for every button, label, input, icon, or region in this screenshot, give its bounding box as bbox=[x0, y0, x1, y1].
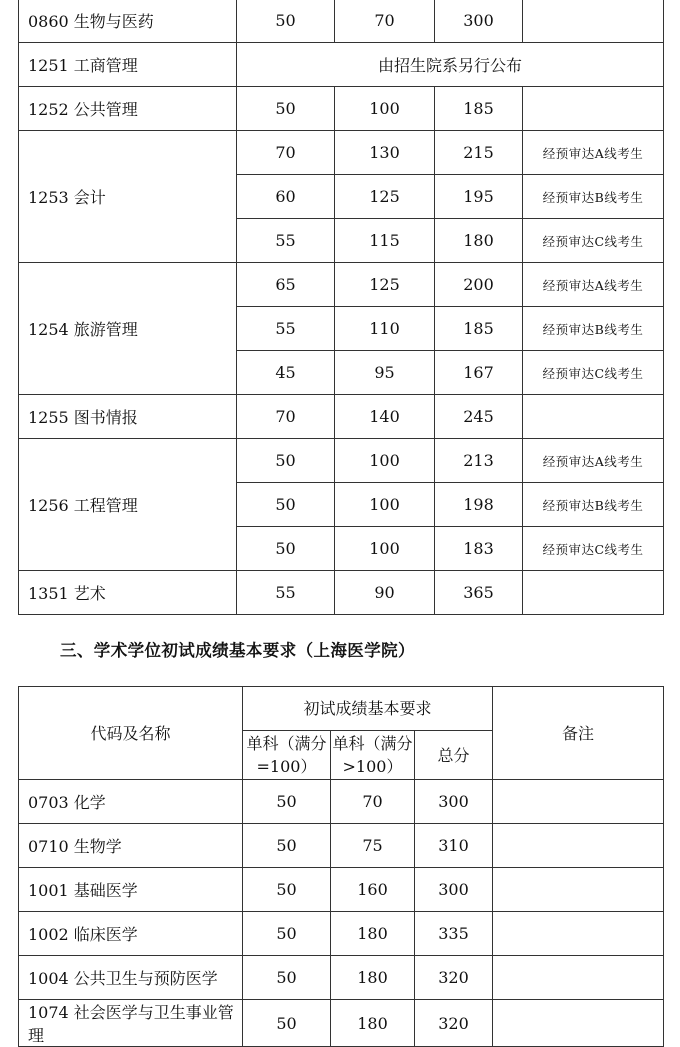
single-subject-gt100: 75 bbox=[331, 824, 415, 868]
single-subject-100: 70 bbox=[237, 395, 335, 439]
remark: 经预审达B线考生 bbox=[523, 175, 664, 219]
section-title: 三、学术学位初试成绩基本要求（上海医学院） bbox=[60, 641, 415, 660]
total-score: 215 bbox=[435, 131, 523, 175]
total-score: 180 bbox=[435, 219, 523, 263]
single-subject-100: 45 bbox=[237, 351, 335, 395]
single-subject-gt100: 70 bbox=[331, 780, 415, 824]
remark bbox=[523, 571, 664, 615]
remark bbox=[523, 0, 664, 43]
program-name: 1351 艺术 bbox=[19, 571, 237, 615]
total-score: 300 bbox=[415, 868, 493, 912]
table-row bbox=[19, 571, 664, 615]
remark bbox=[493, 912, 664, 956]
single-subject-100: 50 bbox=[237, 483, 335, 527]
program-name: 1255 图书情报 bbox=[19, 395, 237, 439]
single-subject-100: 65 bbox=[237, 263, 335, 307]
remark bbox=[523, 395, 664, 439]
table-row bbox=[19, 395, 664, 439]
single-subject-100: 50 bbox=[237, 87, 335, 131]
program-name: 1002 临床医学 bbox=[19, 912, 243, 956]
header-single-100: 单科（满分=100） bbox=[243, 731, 331, 780]
total-score: 300 bbox=[435, 0, 523, 43]
table-row bbox=[19, 43, 664, 87]
single-subject-gt100: 160 bbox=[331, 868, 415, 912]
program-name: 0710 生物学 bbox=[19, 824, 243, 868]
header-single-gt100: 单科（满分>100） bbox=[331, 731, 415, 780]
single-subject-gt100: 180 bbox=[331, 1000, 415, 1047]
total-score: 310 bbox=[415, 824, 493, 868]
single-subject-100: 50 bbox=[243, 824, 331, 868]
single-subject-100: 50 bbox=[243, 912, 331, 956]
header-requirements: 初试成绩基本要求 bbox=[243, 687, 493, 731]
total-score: 185 bbox=[435, 87, 523, 131]
table-row bbox=[19, 87, 664, 131]
remark bbox=[493, 824, 664, 868]
single-subject-gt100: 100 bbox=[335, 483, 435, 527]
remark bbox=[493, 956, 664, 1000]
single-subject-gt100: 100 bbox=[335, 527, 435, 571]
total-score: 320 bbox=[415, 956, 493, 1000]
single-subject-100: 55 bbox=[237, 307, 335, 351]
header-total: 总分 bbox=[415, 731, 493, 780]
single-subject-gt100: 130 bbox=[335, 131, 435, 175]
single-subject-gt100: 125 bbox=[335, 175, 435, 219]
total-score: 245 bbox=[435, 395, 523, 439]
remark: 经预审达A线考生 bbox=[523, 263, 664, 307]
program-name: 0860 生物与医药 bbox=[19, 0, 237, 43]
remark: 经预审达B线考生 bbox=[523, 483, 664, 527]
remark: 经预审达C线考生 bbox=[523, 351, 664, 395]
single-subject-100: 50 bbox=[243, 1000, 331, 1047]
program-name: 1074 社会医学与卫生事业管理 bbox=[19, 1000, 243, 1047]
remark: 经预审达C线考生 bbox=[523, 527, 664, 571]
remark: 经预审达C线考生 bbox=[523, 219, 664, 263]
professional-degree-score-table bbox=[18, 0, 664, 615]
table-row bbox=[19, 824, 664, 868]
academic-degree-table-body bbox=[19, 780, 664, 1047]
single-subject-100: 55 bbox=[237, 219, 335, 263]
table-row bbox=[19, 868, 664, 912]
merged-announcement: 由招生院系另行公布 bbox=[237, 43, 664, 87]
total-score: 195 bbox=[435, 175, 523, 219]
remark: 经预审达A线考生 bbox=[523, 439, 664, 483]
remark bbox=[523, 87, 664, 131]
program-name: 1001 基础医学 bbox=[19, 868, 243, 912]
total-score: 167 bbox=[435, 351, 523, 395]
professional-degree-table-body bbox=[19, 0, 664, 615]
total-score: 365 bbox=[435, 571, 523, 615]
single-subject-100: 70 bbox=[237, 131, 335, 175]
table-row bbox=[19, 131, 664, 175]
program-name: 1004 公共卫生与预防医学 bbox=[19, 956, 243, 1000]
program-name: 1253 会计 bbox=[19, 131, 237, 263]
remark bbox=[493, 780, 664, 824]
total-score: 300 bbox=[415, 780, 493, 824]
table-row bbox=[19, 1000, 664, 1047]
total-score: 213 bbox=[435, 439, 523, 483]
table-row bbox=[19, 0, 664, 43]
remark: 经预审达B线考生 bbox=[523, 307, 664, 351]
single-subject-gt100: 140 bbox=[335, 395, 435, 439]
program-name: 1251 工商管理 bbox=[19, 43, 237, 87]
single-subject-gt100: 70 bbox=[335, 0, 435, 43]
single-subject-gt100: 90 bbox=[335, 571, 435, 615]
program-name: 0703 化学 bbox=[19, 780, 243, 824]
single-subject-gt100: 110 bbox=[335, 307, 435, 351]
single-subject-100: 50 bbox=[237, 527, 335, 571]
single-subject-gt100: 180 bbox=[331, 956, 415, 1000]
total-score: 335 bbox=[415, 912, 493, 956]
table-row bbox=[19, 263, 664, 307]
program-name: 1254 旅游管理 bbox=[19, 263, 237, 395]
table-row bbox=[19, 912, 664, 956]
program-name: 1252 公共管理 bbox=[19, 87, 237, 131]
remark: 经预审达A线考生 bbox=[523, 131, 664, 175]
table-row bbox=[19, 956, 664, 1000]
single-subject-gt100: 180 bbox=[331, 912, 415, 956]
total-score: 200 bbox=[435, 263, 523, 307]
remark bbox=[493, 868, 664, 912]
single-subject-gt100: 125 bbox=[335, 263, 435, 307]
single-subject-100: 50 bbox=[243, 868, 331, 912]
single-subject-100: 50 bbox=[237, 439, 335, 483]
single-subject-gt100: 95 bbox=[335, 351, 435, 395]
academic-degree-score-table bbox=[18, 686, 664, 1047]
single-subject-gt100: 100 bbox=[335, 439, 435, 483]
single-subject-gt100: 115 bbox=[335, 219, 435, 263]
header-code-name: 代码及名称 bbox=[19, 687, 243, 780]
remark bbox=[493, 1000, 664, 1047]
single-subject-100: 50 bbox=[237, 0, 335, 43]
program-name: 1256 工程管理 bbox=[19, 439, 237, 571]
table-row bbox=[19, 439, 664, 483]
header-remarks: 备注 bbox=[493, 687, 664, 780]
table-row bbox=[19, 780, 664, 824]
single-subject-100: 60 bbox=[237, 175, 335, 219]
total-score: 185 bbox=[435, 307, 523, 351]
single-subject-gt100: 100 bbox=[335, 87, 435, 131]
single-subject-100: 50 bbox=[243, 956, 331, 1000]
single-subject-100: 50 bbox=[243, 780, 331, 824]
total-score: 320 bbox=[415, 1000, 493, 1047]
table-header-row bbox=[19, 687, 664, 731]
total-score: 183 bbox=[435, 527, 523, 571]
single-subject-100: 55 bbox=[237, 571, 335, 615]
total-score: 198 bbox=[435, 483, 523, 527]
